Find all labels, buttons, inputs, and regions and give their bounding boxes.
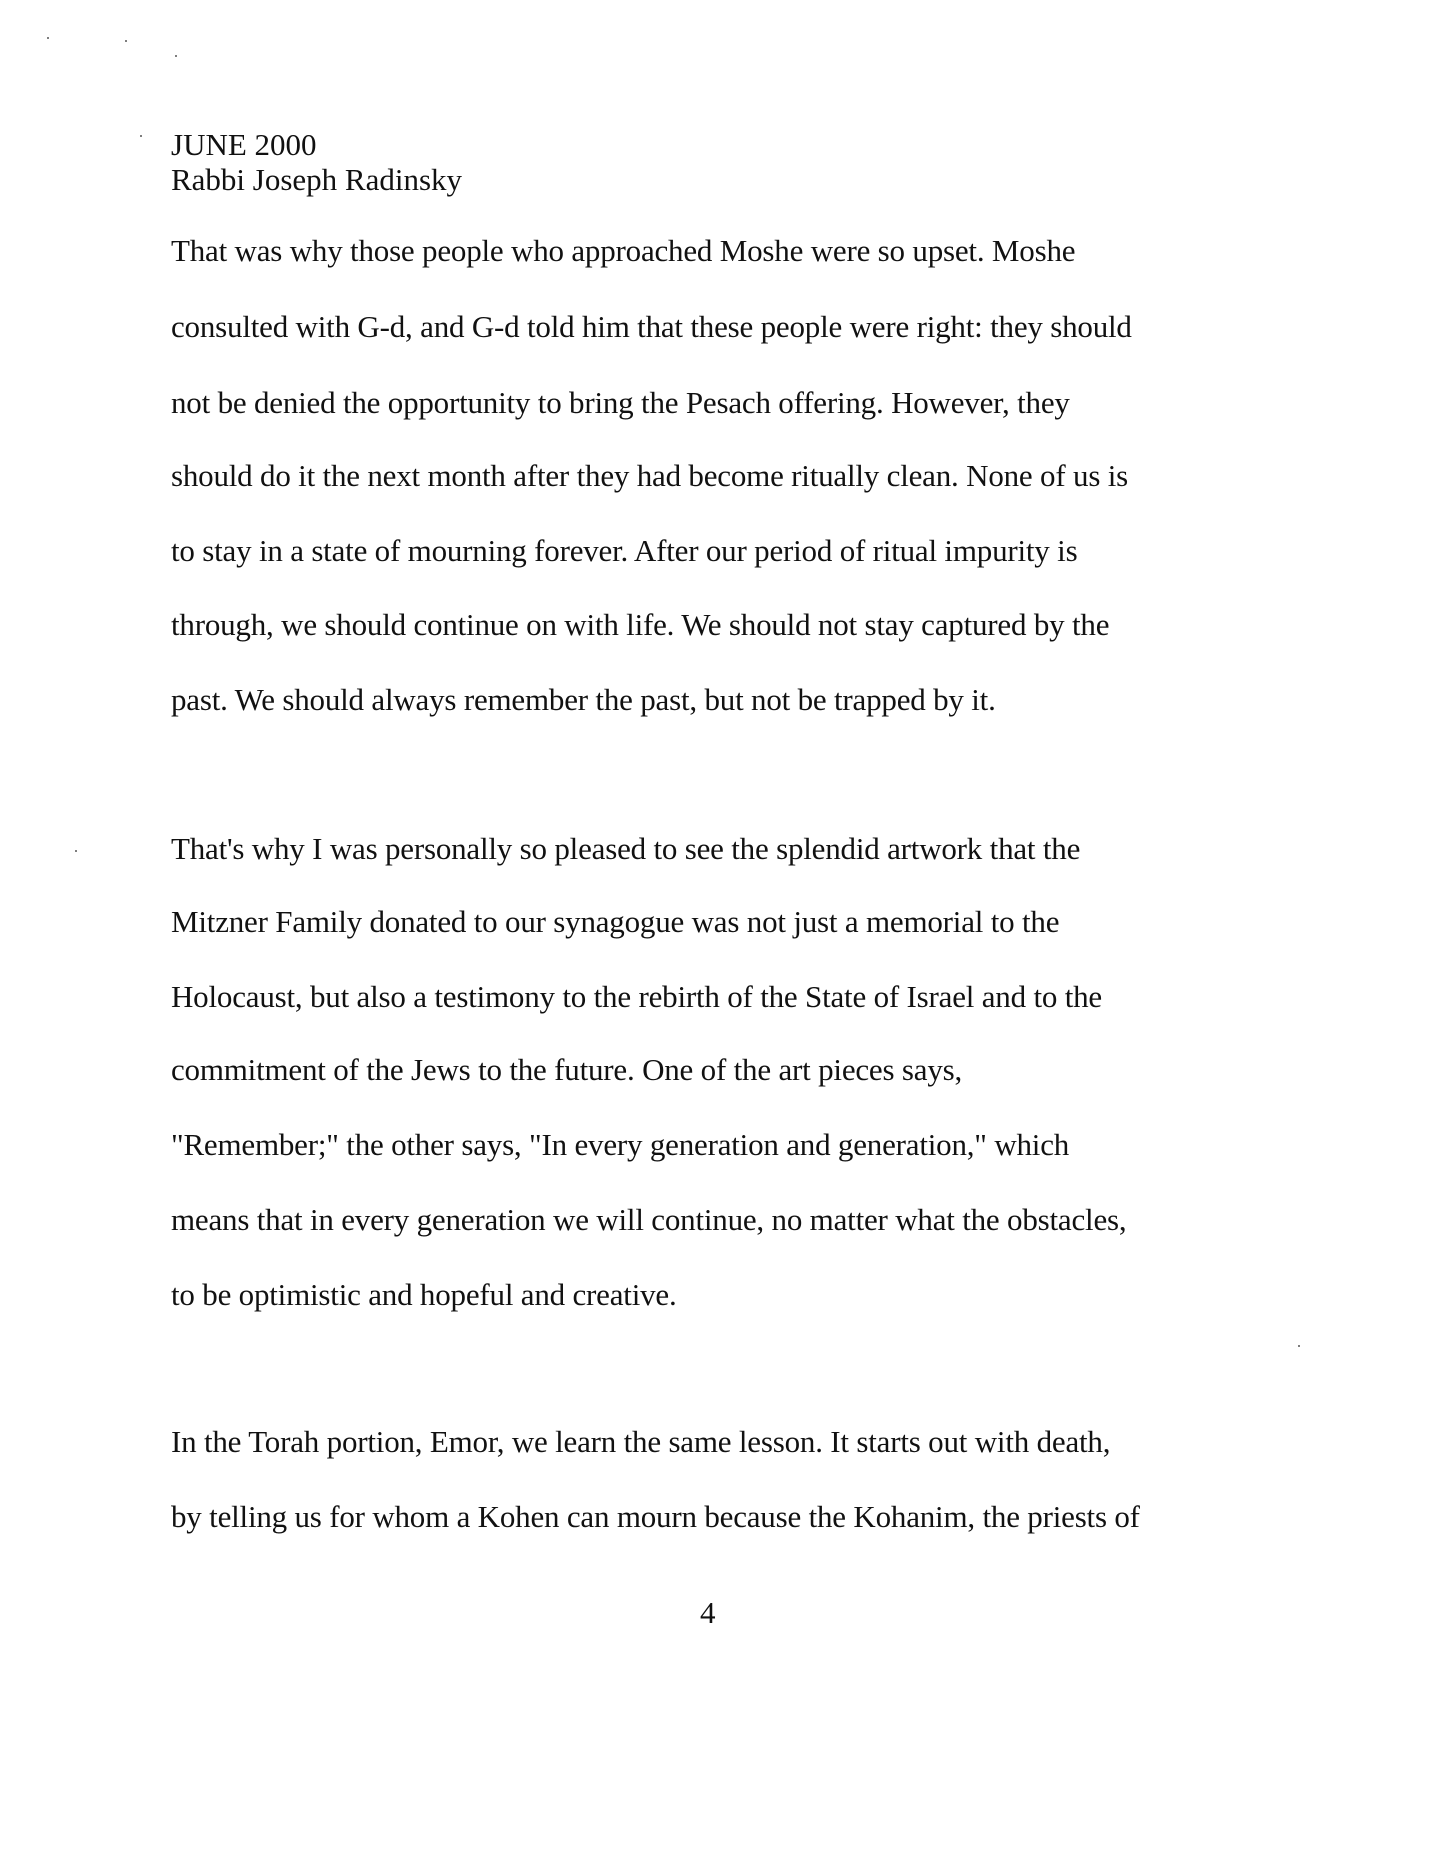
- body-line: should do it the next month after they had become ritually clean. None of us is: [171, 458, 1129, 493]
- header-author: Rabbi Joseph Radinsky: [171, 162, 463, 197]
- body-line: by telling us for whom a Kohen can mourn because the Kohanim, the priests of: [171, 1499, 1140, 1534]
- body-line: Holocaust, but also a testimony to the rebirth of the State of Israel and to the: [171, 979, 1102, 1014]
- header-date: JUNE 2000: [171, 127, 317, 162]
- body-line: In the Torah portion, Emor, we learn the same lesson. It starts out with death,: [171, 1424, 1111, 1459]
- body-line: Mitzner Family donated to our synagogue was not just a memorial to the: [171, 904, 1060, 939]
- page-number: 4: [700, 1595, 716, 1630]
- body-line: past. We should always remember the past, but not be trapped by it.: [171, 682, 996, 717]
- body-line: consulted with G-d, and G-d told him that these people were right: they should: [171, 309, 1132, 344]
- scan-speck: [75, 850, 77, 852]
- scan-speck: [175, 55, 177, 57]
- body-line: That's why I was personally so pleased to see the splendid artwork that the: [171, 831, 1081, 866]
- body-line: through, we should continue on with life. We should not stay captured by the: [171, 607, 1110, 642]
- body-line: That was why those people who approached Moshe were so upset. Moshe: [171, 233, 1076, 268]
- body-line: means that in every generation we will continue, no matter what the obstacles,: [171, 1202, 1127, 1237]
- body-line: "Remember;" the other says, "In every generation and generation," which: [171, 1127, 1070, 1162]
- scan-speck: [47, 37, 49, 39]
- document-header: [171, 127, 462, 197]
- scan-speck: [140, 135, 142, 137]
- body-line: to stay in a state of mourning forever. After our period of ritual impurity is: [171, 533, 1078, 568]
- scan-speck: [1298, 1345, 1300, 1347]
- body-line: commitment of the Jews to the future. One of the art pieces says,: [171, 1052, 963, 1087]
- body-line: to be optimistic and hopeful and creative.: [171, 1277, 677, 1312]
- scan-speck: [125, 40, 127, 42]
- body-line: not be denied the opportunity to bring the Pesach offering. However, they: [171, 385, 1070, 420]
